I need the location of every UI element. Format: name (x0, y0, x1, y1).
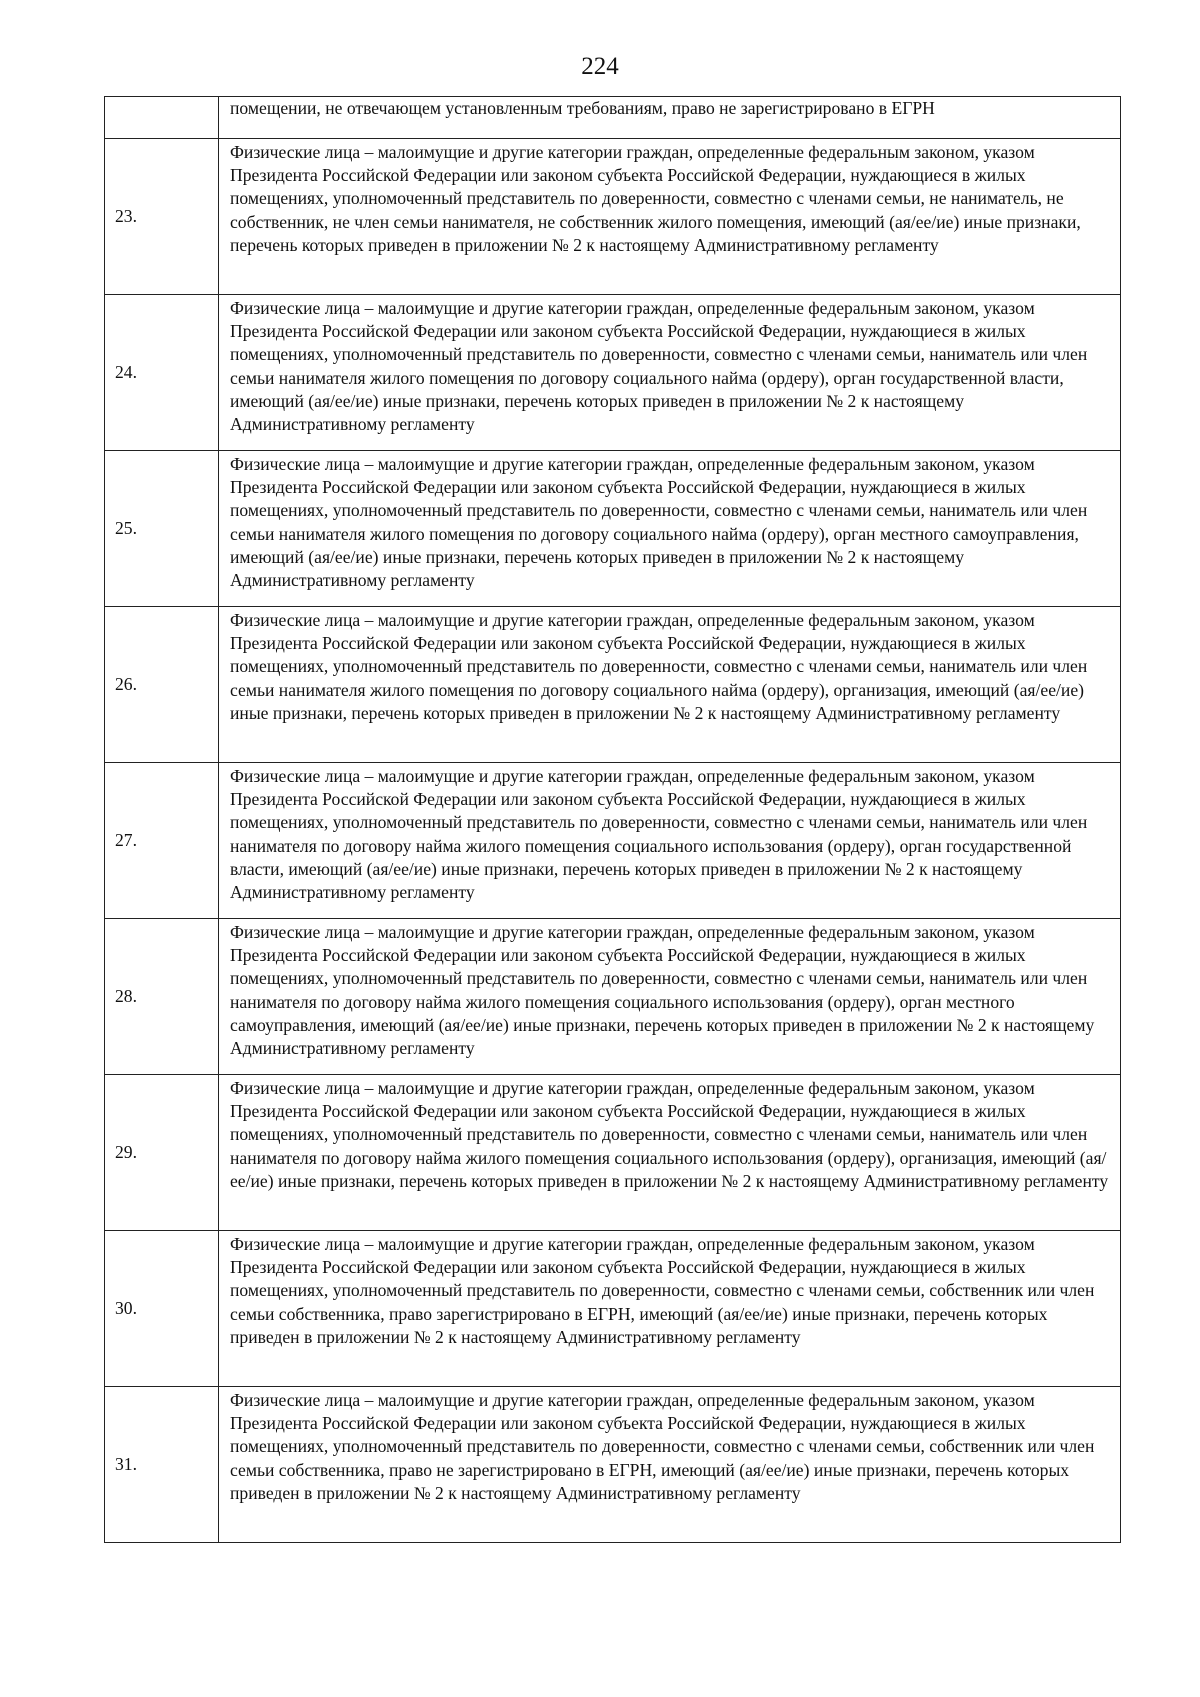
row-text-cell (219, 451, 1121, 607)
row-text-cell (219, 1387, 1121, 1543)
row-number-cell: 24. (105, 295, 219, 451)
table-row (105, 1387, 1121, 1543)
row-text-cell (219, 919, 1121, 1075)
row-text-cell (219, 139, 1121, 295)
row-text: Физические лица – малоимущие и другие категории граждан, определенные федеральным законом, указом Президента Российской Федерации или законом субъекта Российской Федерации, нуждающиеся в жилых помещениях, уполномоченный представитель по доверенности, совместно с членами семьи, наниматель или член нанимателя по договору найма жилого помещения социального использования (ордеру), орган местного самоуправления, имеющий (ая/ее/ие) иные признаки, перечень которых приведен в приложении № 2 к настоящему Административному регламенту (230, 922, 1095, 1059)
row-text-cell (219, 763, 1121, 919)
row-text: помещении, не отвечающем установленным требованиям, право не зарегистрировано в ЕГРН (230, 98, 935, 118)
row-text-cell (219, 97, 1121, 139)
row-number-cell: 23. (105, 139, 219, 295)
row-number-cell: 27. (105, 763, 219, 919)
row-number-cell: 29. (105, 1075, 219, 1231)
row-text: Физические лица – малоимущие и другие категории граждан, определенные федеральным законом, указом Президента Российской Федерации или законом субъекта Российской Федерации, нуждающиеся в жилых помещениях, уполномоченный представитель по доверенности, совместно с членами семьи, не наниматель, не собственник, не член семьи нанимателя, не собственник жилого помещения, имеющий (ая/ее/ие) иные признаки, перечень которых приведен в приложении № 2 к настоящему Административному регламенту (230, 142, 1081, 255)
regulation-table (104, 96, 1121, 1543)
row-number-cell: 26. (105, 607, 219, 763)
row-text-cell (219, 295, 1121, 451)
table-row (105, 1231, 1121, 1387)
row-text-cell (219, 1075, 1121, 1231)
table-row (105, 451, 1121, 607)
row-text-cell (219, 607, 1121, 763)
row-number-cell: 30. (105, 1231, 219, 1387)
row-text: Физические лица – малоимущие и другие категории граждан, определенные федеральным законом, указом Президента Российской Федерации или законом субъекта Российской Федерации, нуждающиеся в жилых помещениях, уполномоченный представитель по доверенности, совместно с членами семьи, наниматель или член семьи нанимателя жилого помещения по договору социального найма (ордеру), организация, имеющий (ая/ее/ие) иные признаки, перечень которых приведен в приложении № 2 к настоящему Административному регламенту (230, 610, 1088, 723)
table-row (105, 919, 1121, 1075)
row-text: Физические лица – малоимущие и другие категории граждан, определенные федеральным законом, указом Президента Российской Федерации или законом субъекта Российской Федерации, нуждающиеся в жилых помещениях, уполномоченный представитель по доверенности, совместно с членами семьи, собственник или член семьи собственника, право не зарегистрировано в ЕГРН, имеющий (ая/ее/ие) иные признаки, перечень которых приведен в приложении № 2 к настоящему Административному регламенту (230, 1390, 1095, 1503)
table-row (105, 295, 1121, 451)
table-row (105, 763, 1121, 919)
row-number-cell: 28. (105, 919, 219, 1075)
table-row (105, 97, 1121, 139)
row-text: Физические лица – малоимущие и другие категории граждан, определенные федеральным законом, указом Президента Российской Федерации или законом субъекта Российской Федерации, нуждающиеся в жилых помещениях, уполномоченный представитель по доверенности, совместно с членами семьи, наниматель или член семьи нанимателя жилого помещения по договору социального найма (ордеру), орган местного самоуправления, имеющий (ая/ее/ие) иные признаки, перечень которых приведен в приложении № 2 к настоящему Административному регламенту (230, 454, 1088, 591)
row-number-cell: 31. (105, 1387, 219, 1543)
table-row (105, 139, 1121, 295)
row-text: Физические лица – малоимущие и другие категории граждан, определенные федеральным законом, указом Президента Российской Федерации или законом субъекта Российской Федерации, нуждающиеся в жилых помещениях, уполномоченный представитель по доверенности, совместно с членами семьи, наниматель или член семьи нанимателя жилого помещения по договору социального найма (ордеру), орган государственной власти, имеющий (ая/ее/ие) иные признаки, перечень которых приведен в приложении № 2 к настоящему Административному регламенту (230, 298, 1088, 435)
table-row (105, 1075, 1121, 1231)
row-number-cell: 25. (105, 451, 219, 607)
row-text: Физические лица – малоимущие и другие категории граждан, определенные федеральным законом, указом Президента Российской Федерации или законом субъекта Российской Федерации, нуждающиеся в жилых помещениях, уполномоченный представитель по доверенности, совместно с членами семьи, собственник или член семьи собственника, право зарегистрировано в ЕГРН, имеющий (ая/ее/ие) иные признаки, перечень которых приведен в приложении № 2 к настоящему Административному регламенту (230, 1234, 1095, 1347)
table-row (105, 607, 1121, 763)
row-text: Физические лица – малоимущие и другие категории граждан, определенные федеральным законом, указом Президента Российской Федерации или законом субъекта Российской Федерации, нуждающиеся в жилых помещениях, уполномоченный представитель по доверенности, совместно с членами семьи, наниматель или член нанимателя по договору найма жилого помещения социального использования (ордеру), орган государственной власти, имеющий (ая/ее/ие) иные признаки, перечень которых приведен в приложении № 2 к настоящему Административному регламенту (230, 766, 1088, 903)
row-text: Физические лица – малоимущие и другие категории граждан, определенные федеральным законом, указом Президента Российской Федерации или законом субъекта Российской Федерации, нуждающиеся в жилых помещениях, уполномоченный представитель по доверенности, совместно с членами семьи, наниматель или член нанимателя по договору найма жилого помещения социального использования (ордеру), организация, имеющий (ая/ее/ие) иные признаки, перечень которых приведен в приложении № 2 к настоящему Административному регламенту (230, 1078, 1109, 1191)
page-number: 224 (581, 53, 619, 80)
row-text-cell (219, 1231, 1121, 1387)
row-number-cell (105, 97, 219, 139)
